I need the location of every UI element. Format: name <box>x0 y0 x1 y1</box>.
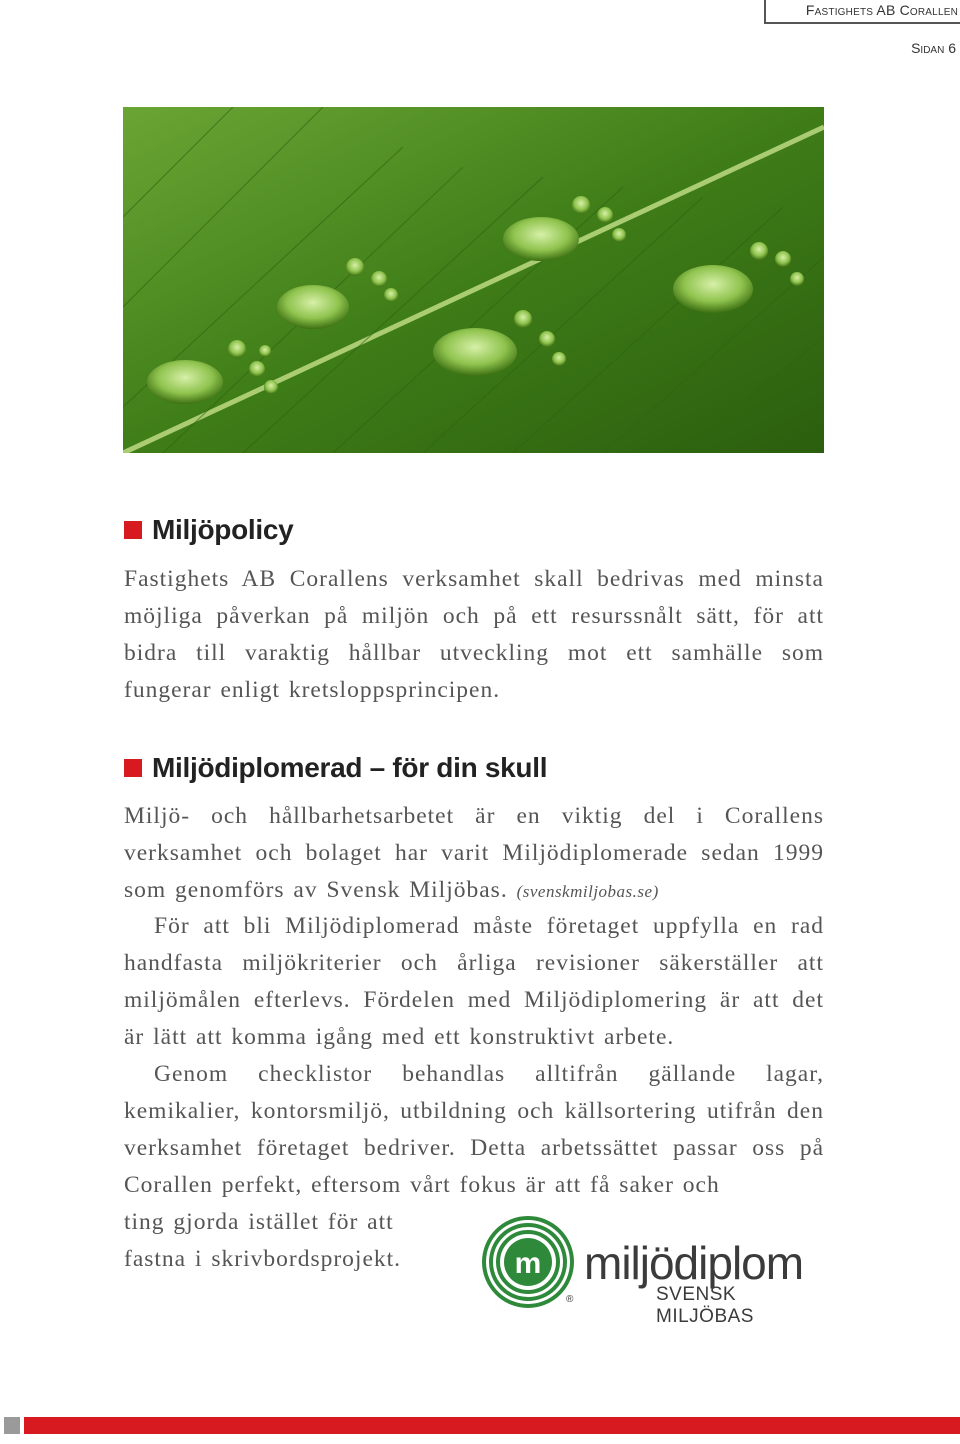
logo-wordmark: miljödiplom <box>584 1237 804 1289</box>
section-heading-miljodiplomerad <box>124 752 547 784</box>
header-title: Fastighets AB Corallen <box>805 2 958 18</box>
paragraph <box>124 798 824 910</box>
source-reference: (svenskmiljobas.se) <box>516 882 659 901</box>
paragraph: Genom checklistor behandlas alltifrån gällande lagar, kemikalier, kontorsmiljö, utbildning och källsortering utifrån den verksamhet företaget bedriver. Detta arbetssättet passar oss på Corallen perfekt, eftersom vårt fokus är att få saker och <box>124 1061 824 1198</box>
red-square-icon <box>124 521 142 539</box>
footer-gray-block <box>4 1417 20 1434</box>
logo-subtitle: SVENSK MILJÖBAS <box>656 1284 754 1327</box>
footer-red-bar <box>24 1417 960 1434</box>
red-square-icon <box>124 759 142 777</box>
registered-mark: ® <box>566 1294 574 1305</box>
miljodiplom-swirl-icon <box>480 1214 580 1314</box>
leaf-image-icon <box>123 107 824 453</box>
heading-text: Miljöpolicy <box>152 514 294 545</box>
leaf-photo <box>123 107 824 453</box>
svg-text:m: m <box>514 1247 542 1280</box>
miljodiplom-logo <box>480 1214 830 1327</box>
section-heading-miljopolicy <box>124 514 293 546</box>
paragraph: För att bli Miljödiplomerad måste företaget uppfylla en rad handfasta miljökriterier och årliga revisioner säkerställer att miljömålen efterlevs. Fördelen med Miljödiplomering är att det är lätt att komma igång med ett konstruktivt arbete. <box>124 913 824 1050</box>
heading-text: Miljödiplomerad – för din skull <box>152 752 548 783</box>
paragraph: Fastighets AB Corallens verksamhet skall bedrivas med minsta möjliga påverkan på miljön och på ett resurssnålt sätt, för att bidra till varaktig hållbar utveckling mot ett samhälle som fungerar enligt kretsloppsprincipen. <box>124 566 824 703</box>
paragraph: ting gjorda istället för att fastna i skrivbordsprojekt. <box>124 1209 402 1272</box>
paragraph-text: Miljö- och hållbarhetsarbetet är en viktig del i Corallens verksamhet och bolaget har varit Miljödiplomerade sedan 1999 som genomförs av Svensk Miljöbas. <box>124 803 824 903</box>
page-number: Sidan 6 <box>911 40 956 56</box>
